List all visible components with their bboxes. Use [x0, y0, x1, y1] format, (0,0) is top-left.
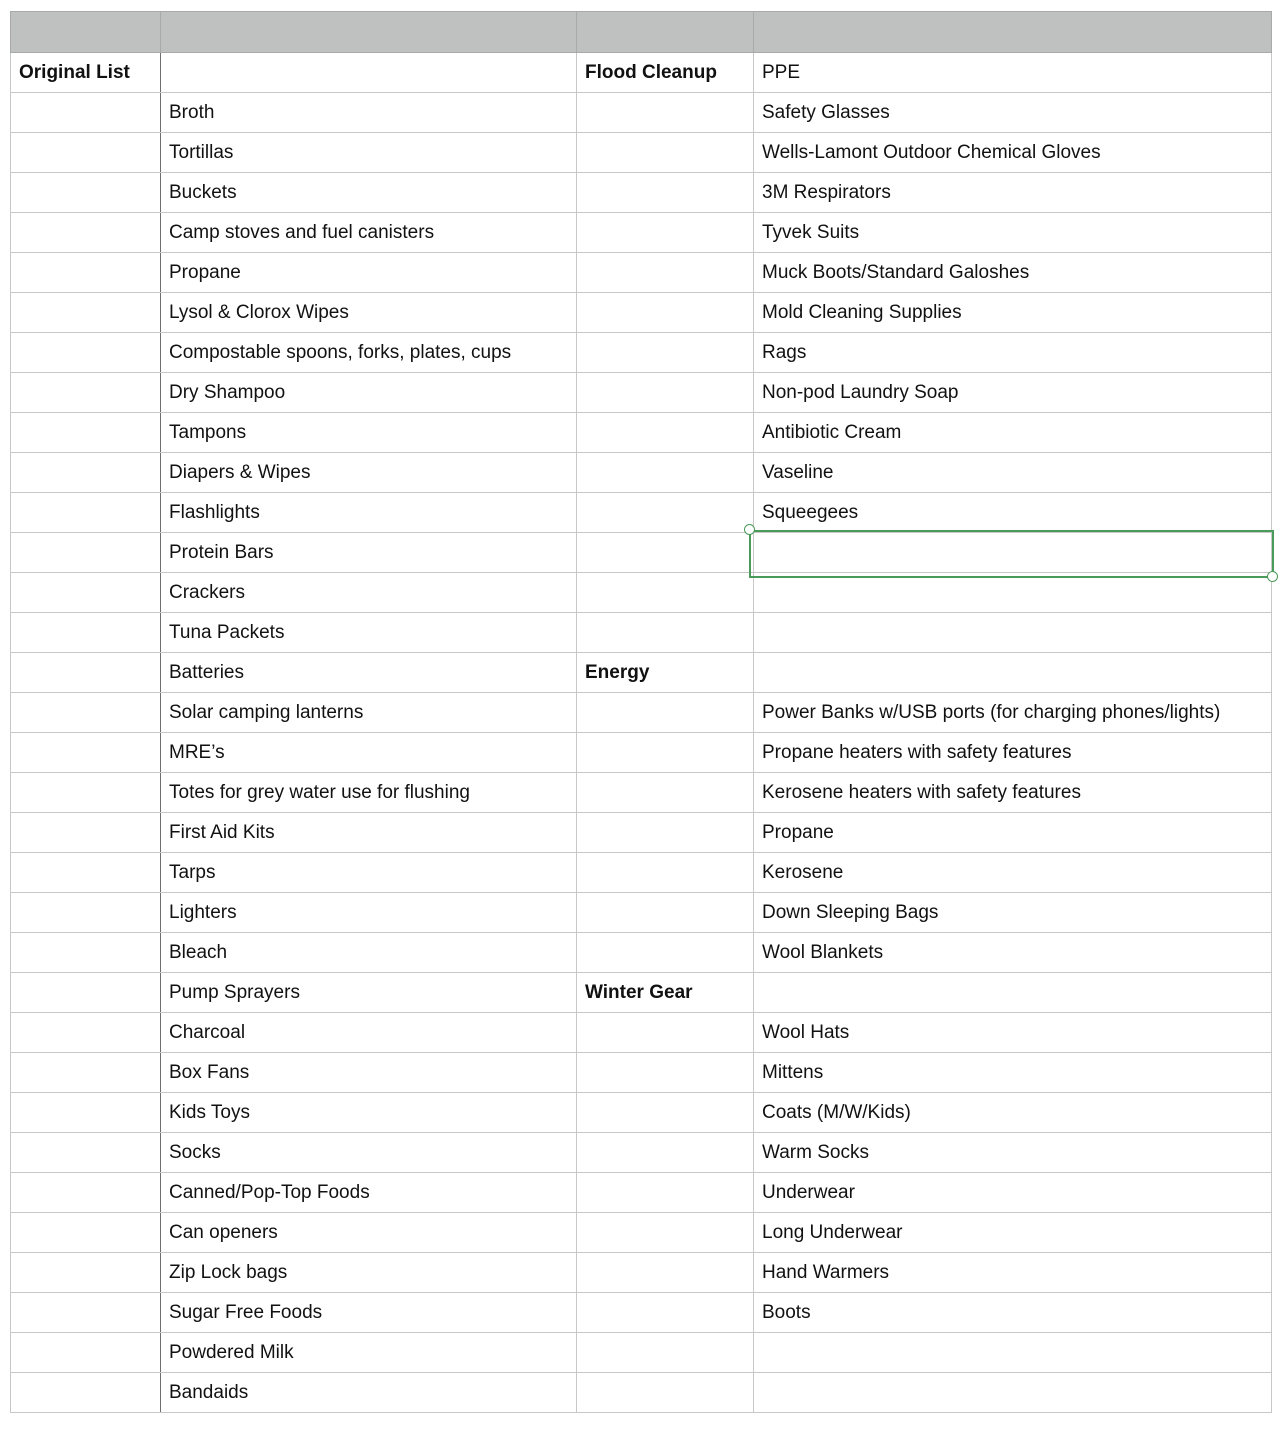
- cell-b-34[interactable]: Powdered Milk: [161, 1333, 577, 1373]
- table-row: [11, 1133, 1272, 1173]
- cell-b-27[interactable]: Box Fans: [161, 1053, 577, 1093]
- cell-b-3[interactable]: Broth: [161, 93, 577, 133]
- header-cell-c[interactable]: [577, 12, 754, 53]
- cell-a-28[interactable]: [11, 1093, 161, 1133]
- cell-b-14[interactable]: Protein Bars: [161, 533, 577, 573]
- cell-a-13[interactable]: [11, 493, 161, 533]
- cell-b-28[interactable]: Kids Toys: [161, 1093, 577, 1133]
- table-row: [11, 453, 1272, 493]
- cell-d-25[interactable]: [754, 973, 1272, 1013]
- cell-b-22[interactable]: Tarps: [161, 853, 577, 893]
- cell-b-18[interactable]: Solar camping lanterns: [161, 693, 577, 733]
- cell-c-31[interactable]: [577, 1213, 754, 1253]
- cell-b-23[interactable]: Lighters: [161, 893, 577, 933]
- cell-d-15[interactable]: [754, 573, 1272, 613]
- table-row: [11, 493, 1272, 533]
- cell-d-13[interactable]: Squeegees: [754, 493, 1272, 533]
- cell-d-33[interactable]: Boots: [754, 1293, 1272, 1333]
- cell-a-23[interactable]: [11, 893, 161, 933]
- cell-c-23[interactable]: [577, 893, 754, 933]
- table-row: [11, 293, 1272, 333]
- cell-b-9[interactable]: Compostable spoons, forks, plates, cups: [161, 333, 577, 373]
- cell-c-11[interactable]: [577, 413, 754, 453]
- cell-a-18[interactable]: [11, 693, 161, 733]
- cell-c-2[interactable]: Flood Cleanup: [577, 53, 754, 93]
- cell-c-5[interactable]: [577, 173, 754, 213]
- selection-handle-top-left[interactable]: [744, 524, 755, 535]
- cell-c-7[interactable]: [577, 253, 754, 293]
- cell-a-5[interactable]: [11, 173, 161, 213]
- table-row: [11, 1173, 1272, 1213]
- cell-c-18[interactable]: [577, 693, 754, 733]
- cell-d-18[interactable]: Power Banks w/USB ports (for charging phones/lights): [754, 693, 1272, 733]
- cell-d-22[interactable]: Kerosene: [754, 853, 1272, 893]
- table-row: [11, 1093, 1272, 1133]
- table-row: [11, 613, 1272, 653]
- cell-a-32[interactable]: [11, 1253, 161, 1293]
- cell-c-35[interactable]: [577, 1373, 754, 1413]
- cell-d-10[interactable]: Non-pod Laundry Soap: [754, 373, 1272, 413]
- cell-a-6[interactable]: [11, 213, 161, 253]
- cell-c-14[interactable]: [577, 533, 754, 573]
- cell-d-17[interactable]: [754, 653, 1272, 693]
- cell-d-24[interactable]: Wool Blankets: [754, 933, 1272, 973]
- spreadsheet-grid: [10, 11, 1272, 1413]
- table-row: [11, 133, 1272, 173]
- table-row: [11, 253, 1272, 293]
- cell-b-29[interactable]: Socks: [161, 1133, 577, 1173]
- sheet-body: [11, 53, 1272, 1413]
- table-row: [11, 173, 1272, 213]
- cell-d-7[interactable]: Muck Boots/Standard Galoshes: [754, 253, 1272, 293]
- table-row: [11, 973, 1272, 1013]
- cell-a-8[interactable]: [11, 293, 161, 333]
- cell-a-20[interactable]: [11, 773, 161, 813]
- table-row: [11, 533, 1272, 573]
- cell-d-30[interactable]: Underwear: [754, 1173, 1272, 1213]
- table-row: [11, 93, 1272, 133]
- cell-c-33[interactable]: [577, 1293, 754, 1333]
- cell-a-11[interactable]: [11, 413, 161, 453]
- table-row: [11, 1373, 1272, 1413]
- cell-a-34[interactable]: [11, 1333, 161, 1373]
- table-row: [11, 213, 1272, 253]
- cell-a-24[interactable]: [11, 933, 161, 973]
- cell-a-4[interactable]: [11, 133, 161, 173]
- cell-a-2[interactable]: Original List: [11, 53, 161, 93]
- table-row: [11, 53, 1272, 93]
- cell-c-10[interactable]: [577, 373, 754, 413]
- cell-c-20[interactable]: [577, 773, 754, 813]
- cell-c-4[interactable]: [577, 133, 754, 173]
- cell-d-3[interactable]: Safety Glasses: [754, 93, 1272, 133]
- table-row: [11, 1253, 1272, 1293]
- cell-b-10[interactable]: Dry Shampoo: [161, 373, 577, 413]
- cell-b-13[interactable]: Flashlights: [161, 493, 577, 533]
- cell-a-21[interactable]: [11, 813, 161, 853]
- cell-a-22[interactable]: [11, 853, 161, 893]
- table-row: [11, 1013, 1272, 1053]
- cell-a-33[interactable]: [11, 1293, 161, 1333]
- cell-b-30[interactable]: Canned/Pop-Top Foods: [161, 1173, 577, 1213]
- cell-d-31[interactable]: Long Underwear: [754, 1213, 1272, 1253]
- header-cell-a[interactable]: [11, 12, 161, 53]
- cell-d-12[interactable]: Vaseline: [754, 453, 1272, 493]
- cell-b-15[interactable]: Crackers: [161, 573, 577, 613]
- table-row: [11, 333, 1272, 373]
- cell-a-3[interactable]: [11, 93, 161, 133]
- cell-c-13[interactable]: [577, 493, 754, 533]
- cell-c-27[interactable]: [577, 1053, 754, 1093]
- cell-b-20[interactable]: Totes for grey water use for flushing: [161, 773, 577, 813]
- cell-d-29[interactable]: Warm Socks: [754, 1133, 1272, 1173]
- table-row: [11, 1053, 1272, 1093]
- cell-a-31[interactable]: [11, 1213, 161, 1253]
- header-cell-d[interactable]: [754, 12, 1272, 53]
- cell-a-35[interactable]: [11, 1373, 161, 1413]
- cell-b-26[interactable]: Charcoal: [161, 1013, 577, 1053]
- table-row: [11, 653, 1272, 693]
- cell-b-32[interactable]: Zip Lock bags: [161, 1253, 577, 1293]
- cell-d-35[interactable]: [754, 1373, 1272, 1413]
- cell-a-25[interactable]: [11, 973, 161, 1013]
- cell-a-16[interactable]: [11, 613, 161, 653]
- cell-d-6[interactable]: Tyvek Suits: [754, 213, 1272, 253]
- cell-b-11[interactable]: Tampons: [161, 413, 577, 453]
- cell-d-2[interactable]: PPE: [754, 53, 1272, 93]
- cell-b-35[interactable]: Bandaids: [161, 1373, 577, 1413]
- cell-b-7[interactable]: Propane: [161, 253, 577, 293]
- cell-a-17[interactable]: [11, 653, 161, 693]
- cell-d-5[interactable]: 3M Respirators: [754, 173, 1272, 213]
- cell-a-12[interactable]: [11, 453, 161, 493]
- cell-c-21[interactable]: [577, 813, 754, 853]
- cell-b-16[interactable]: Tuna Packets: [161, 613, 577, 653]
- cell-b-12[interactable]: Diapers & Wipes: [161, 453, 577, 493]
- table-row: [11, 1293, 1272, 1333]
- cell-d-28[interactable]: Coats (M/W/Kids): [754, 1093, 1272, 1133]
- cell-d-26[interactable]: Wool Hats: [754, 1013, 1272, 1053]
- cell-c-28[interactable]: [577, 1093, 754, 1133]
- cell-a-27[interactable]: [11, 1053, 161, 1093]
- cell-d-19[interactable]: Propane heaters with safety features: [754, 733, 1272, 773]
- cell-c-6[interactable]: [577, 213, 754, 253]
- cell-d-8[interactable]: Mold Cleaning Supplies: [754, 293, 1272, 333]
- cell-c-3[interactable]: [577, 93, 754, 133]
- table-row: [11, 853, 1272, 893]
- cell-a-26[interactable]: [11, 1013, 161, 1053]
- spreadsheet-table: [10, 11, 1272, 1413]
- table-row: [11, 733, 1272, 773]
- selection-handle-bottom-right[interactable]: [1267, 571, 1278, 582]
- cell-b-5[interactable]: Buckets: [161, 173, 577, 213]
- cell-a-19[interactable]: [11, 733, 161, 773]
- cell-b-2[interactable]: [161, 53, 577, 93]
- cell-d-9[interactable]: Rags: [754, 333, 1272, 373]
- table-row: [11, 893, 1272, 933]
- table-row: [11, 813, 1272, 853]
- cell-c-24[interactable]: [577, 933, 754, 973]
- cell-d-34[interactable]: [754, 1333, 1272, 1373]
- table-row: [11, 1333, 1272, 1373]
- table-row: [11, 373, 1272, 413]
- table-row: [11, 773, 1272, 813]
- cell-d-21[interactable]: Propane: [754, 813, 1272, 853]
- cell-c-9[interactable]: [577, 333, 754, 373]
- cell-d-20[interactable]: Kerosene heaters with safety features: [754, 773, 1272, 813]
- cell-d-23[interactable]: Down Sleeping Bags: [754, 893, 1272, 933]
- cell-a-30[interactable]: [11, 1173, 161, 1213]
- cell-a-15[interactable]: [11, 573, 161, 613]
- cell-d-4[interactable]: Wells-Lamont Outdoor Chemical Gloves: [754, 133, 1272, 173]
- cell-c-30[interactable]: [577, 1173, 754, 1213]
- cell-b-17[interactable]: Batteries: [161, 653, 577, 693]
- table-row: [11, 1213, 1272, 1253]
- table-row: [11, 573, 1272, 613]
- cell-a-10[interactable]: [11, 373, 161, 413]
- cell-a-29[interactable]: [11, 1133, 161, 1173]
- cell-b-4[interactable]: Tortillas: [161, 133, 577, 173]
- cell-c-32[interactable]: [577, 1253, 754, 1293]
- cell-b-6[interactable]: Camp stoves and fuel canisters: [161, 213, 577, 253]
- cell-b-33[interactable]: Sugar Free Foods: [161, 1293, 577, 1333]
- cell-b-31[interactable]: Can openers: [161, 1213, 577, 1253]
- cell-c-34[interactable]: [577, 1333, 754, 1373]
- cell-c-25[interactable]: Winter Gear: [577, 973, 754, 1013]
- cell-c-19[interactable]: [577, 733, 754, 773]
- cell-c-15[interactable]: [577, 573, 754, 613]
- cell-c-22[interactable]: [577, 853, 754, 893]
- cell-c-29[interactable]: [577, 1133, 754, 1173]
- header-row: [11, 12, 1272, 53]
- cell-b-25[interactable]: Pump Sprayers: [161, 973, 577, 1013]
- cell-c-12[interactable]: [577, 453, 754, 493]
- cell-c-26[interactable]: [577, 1013, 754, 1053]
- cell-a-9[interactable]: [11, 333, 161, 373]
- cell-b-19[interactable]: MRE’s: [161, 733, 577, 773]
- table-row: [11, 413, 1272, 453]
- cell-d-14[interactable]: [754, 533, 1272, 573]
- cell-b-24[interactable]: Bleach: [161, 933, 577, 973]
- cell-b-8[interactable]: Lysol & Clorox Wipes: [161, 293, 577, 333]
- cell-b-21[interactable]: First Aid Kits: [161, 813, 577, 853]
- cell-d-32[interactable]: Hand Warmers: [754, 1253, 1272, 1293]
- cell-c-8[interactable]: [577, 293, 754, 333]
- cell-a-14[interactable]: [11, 533, 161, 573]
- cell-d-27[interactable]: Mittens: [754, 1053, 1272, 1093]
- table-row: [11, 693, 1272, 733]
- header-cell-b[interactable]: [161, 12, 577, 53]
- cell-c-17[interactable]: Energy: [577, 653, 754, 693]
- cell-c-16[interactable]: [577, 613, 754, 653]
- table-row: [11, 933, 1272, 973]
- cell-d-11[interactable]: Antibiotic Cream: [754, 413, 1272, 453]
- cell-d-16[interactable]: [754, 613, 1272, 653]
- cell-a-7[interactable]: [11, 253, 161, 293]
